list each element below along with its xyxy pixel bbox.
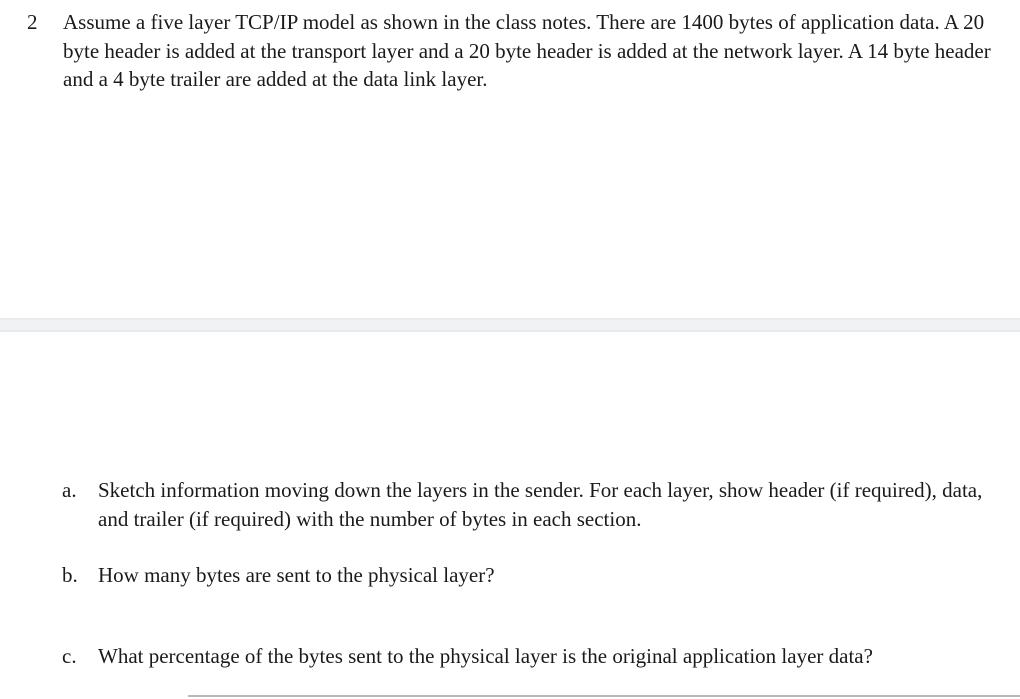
question-text: Assume a five layer TCP/IP model as shown in the class notes. There are 1400 bytes of application data. A 20 byte header is added at the transport layer and a 20 byte header is added at the network layer. A 14 byte header and a 4 byte trailer are added at the data link layer. bbox=[63, 10, 991, 91]
bottom-divider bbox=[188, 695, 1020, 697]
part-b-label: b. bbox=[62, 563, 78, 587]
document-page-top bbox=[0, 0, 1020, 318]
part-c-text: What percentage of the bytes sent to the physical layer is the original application layer data? bbox=[98, 644, 873, 668]
question-number: 2 bbox=[27, 10, 38, 34]
part-a-label: a. bbox=[62, 478, 77, 502]
part-b-text: How many bytes are sent to the physical layer? bbox=[98, 563, 495, 587]
part-c-label: c. bbox=[62, 644, 77, 668]
part-a-text: Sketch information moving down the layers in the sender. For each layer, show header (if required), data, and trailer (if required) with the number of bytes in each section. bbox=[98, 478, 983, 531]
page-break bbox=[0, 318, 1020, 332]
